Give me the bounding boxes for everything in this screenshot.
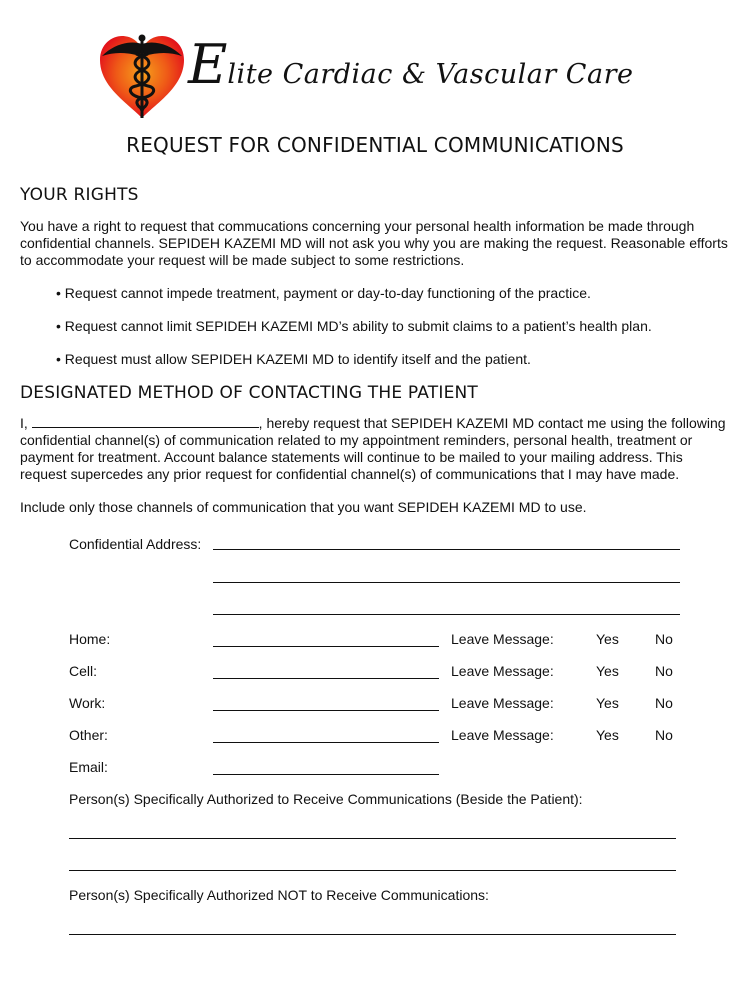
brand-name [188, 33, 634, 96]
cell-leave-message-label: Leave Message: [451, 663, 554, 679]
authorized-line-2-field[interactable] [69, 870, 676, 871]
designated-line-3: payment for treatment. Account balance statements will continue to be mailed to your mailing address. This [20, 449, 683, 465]
home-phone-field[interactable] [213, 646, 439, 647]
include-note: Include only those channels of communication that you want SEPIDEH KAZEMI MD to use. [20, 499, 587, 515]
rights-line-2: confidential channels. SEPIDEH KAZEMI MD will not ask you why you are making the request. Reasonable efforts [20, 235, 728, 251]
work-phone-field[interactable] [213, 710, 439, 711]
designated-line-4: request supercedes any prior request for confidential channel(s) of communications that I may have made. [20, 466, 680, 482]
brand-initial: E [188, 33, 228, 96]
designated-line-1 [20, 415, 735, 432]
other-no-option[interactable]: No [655, 727, 673, 743]
designated-line-1-suffix: , hereby request that SEPIDEH KAZEMI MD contact me using the following [258, 415, 726, 431]
rights-heading: YOUR RIGHTS [20, 185, 139, 205]
rights-bullet: • Request cannot impede treatment, payment or day-to-day functioning of the practice. [56, 285, 591, 301]
designated-heading: DESIGNATED METHOD OF CONTACTING THE PATIENT [20, 383, 479, 403]
not-authorized-line-field[interactable] [69, 934, 676, 935]
rights-bullet: • Request must allow SEPIDEH KAZEMI MD to identify itself and the patient. [56, 351, 531, 367]
other-phone-field[interactable] [213, 742, 439, 743]
email-field[interactable] [213, 774, 439, 775]
rights-paragraph [20, 218, 735, 269]
work-yes-option[interactable]: Yes [596, 695, 619, 711]
work-no-option[interactable]: No [655, 695, 673, 711]
heart-caduceus-icon [96, 30, 188, 122]
cell-phone-field[interactable] [213, 678, 439, 679]
work-leave-message-label: Leave Message: [451, 695, 554, 711]
email-label: Email: [69, 759, 108, 775]
work-label: Work: [69, 695, 106, 711]
other-label: Other: [69, 727, 108, 743]
authorized-label: Person(s) Specifically Authorized to Receive Communications (Beside the Patient): [69, 791, 583, 807]
address-label: Confidential Address: [69, 536, 202, 552]
address-line-2-field[interactable] [213, 582, 680, 583]
home-yes-option[interactable]: Yes [596, 631, 619, 647]
page-title: REQUEST FOR CONFIDENTIAL COMMUNICATIONS [126, 133, 624, 157]
home-leave-message-label: Leave Message: [451, 631, 554, 647]
authorized-line-1-field[interactable] [69, 838, 676, 839]
home-no-option[interactable]: No [655, 631, 673, 647]
brand-name-rest: lite Cardiac & Vascular Care [227, 59, 634, 90]
designated-line-2: confidential channel(s) of communication related to my appointment reminders, personal health, treatment or [20, 432, 693, 448]
cell-no-option[interactable]: No [655, 663, 673, 679]
rights-line-3: to accommodate your request will be made subject to some restrictions. [20, 252, 465, 268]
home-label: Home: [69, 631, 111, 647]
address-line-1-field[interactable] [213, 549, 680, 550]
other-yes-option[interactable]: Yes [596, 727, 619, 743]
cell-label: Cell: [69, 663, 98, 679]
other-leave-message-label: Leave Message: [451, 727, 554, 743]
designated-paragraph [20, 415, 735, 483]
patient-name-field[interactable] [32, 415, 259, 428]
rights-bullet: • Request cannot limit SEPIDEH KAZEMI MD’s ability to submit claims to a patient’s health plan. [56, 318, 652, 334]
cell-yes-option[interactable]: Yes [596, 663, 619, 679]
rights-line-1: You have a right to request that commucations concerning your personal health information be made through [20, 218, 695, 234]
address-line-3-field[interactable] [213, 614, 680, 615]
designated-line-1-prefix: I, [20, 415, 28, 431]
not-authorized-label: Person(s) Specifically Authorized NOT to Receive Communications: [69, 887, 489, 903]
